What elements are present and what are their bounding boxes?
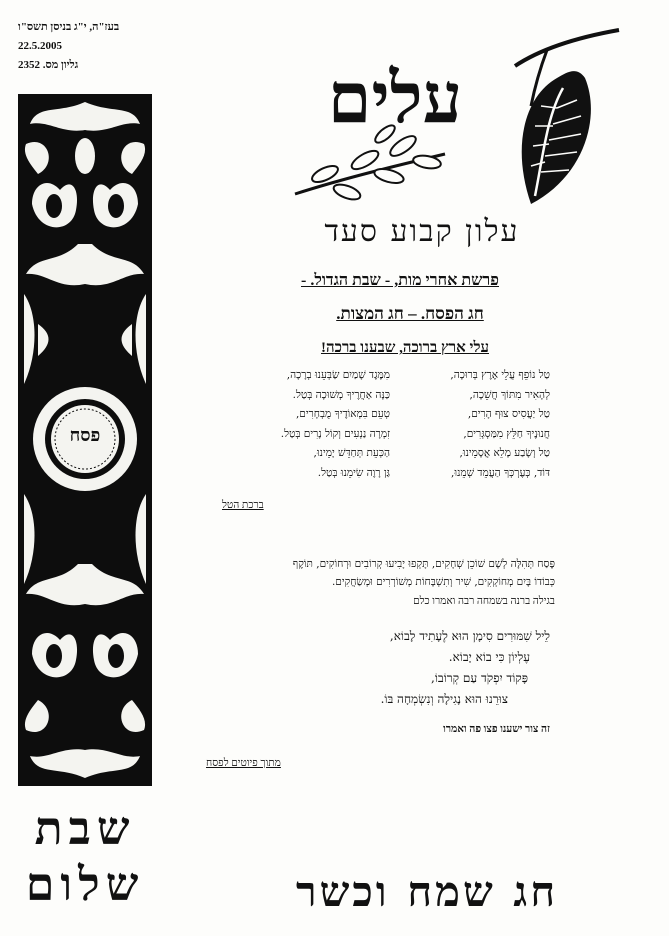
hebrew-date: בעז"ה, י"ג בניסן תשס"ו: [18, 21, 120, 33]
poem-left-column: [230, 366, 390, 483]
poem-line: חֲנוּנֶיךָ חַלֵּץ מִמַּסְגְּרִים,: [463, 427, 550, 440]
poem-line: מִמֶּגֶד שָׁמַיִם שַׂבְּעֵנוּ בְרָכָה,: [286, 369, 390, 381]
poem-line: טַל יַעֲסִיס צוּף הָרִים,: [467, 408, 550, 420]
verse-block: [250, 626, 550, 710]
ornament-band: [18, 94, 152, 786]
issue-info: [18, 18, 148, 75]
poem-line: טַל נוֹפֵף עֲלֵי אֶרֶץ בְּרוּכָה,: [450, 369, 550, 381]
verse-line: לֵיל שִׁמּוּרִים סִימָן הוּא לֶעָתִיד לָבוֹא,: [389, 629, 550, 643]
shabbat-shalom: [10, 800, 160, 912]
blessing-heading: עלי ארץ ברוכה, שבענו ברכה!: [320, 340, 489, 356]
masthead-subtitle: עלון קבוע סעד: [324, 214, 520, 249]
prose-line: פֶּסַח תְּהִלָּה לְשָׁם שׁוֹכֵן שְׁחָקִים, תָּקְפוּ יָבִיעוּ קְרוֹבִים וּרְחוֹקִים, תּוֹקֶף: [292, 558, 555, 570]
verse-line: עֶלְיוֹן כִּי בוֹא יָבוֹא.: [448, 650, 530, 664]
issue-number: גליון מס. 2352: [18, 59, 79, 71]
prose-line: כְּבוֹדוֹ בָּיִם מְחוֹקְקִים, שִׁיר וְתִשְׁבָּחוֹת מְשׁוֹרְרִים וּמְשַׂחֲקִים.: [331, 576, 555, 588]
masthead-title: עלים: [327, 56, 463, 139]
poem-line: טְעֵם בִּמְאוֹדֶיךָ מֻבְחָרִים,: [295, 408, 390, 420]
verse-line: פָּקוֹד יִפְקֹד עַם קְרוֹבוֹ,: [431, 671, 528, 685]
holiday-greeting: חג שמח וכשר: [295, 867, 559, 916]
shabbat-word: שבת: [34, 801, 136, 855]
poem-line: טַל וְשָׂבַע מָלֵא אֲסָמֵינוּ,: [459, 447, 550, 459]
poem-line: הַכְּעֵת תְּחַדֵּשׁ יָמֵינוּ,: [313, 447, 390, 459]
verse-note: זה צור ישענו פצו פה ואמרו: [443, 724, 550, 735]
poem-line: כַּנָּה אַחֲרֶיךָ מְשׁוּכָה בְּטַל.: [292, 388, 390, 401]
poem-line: לְהָאִיר מִתּוֹךְ חֲשֵׁכָה,: [469, 388, 550, 401]
civil-date: 22.5.2005: [18, 40, 62, 52]
poem-line: גַּן רָוֶה שִׂימֵנוּ בְּטַל.: [317, 466, 390, 479]
holiday-heading: חג הפסח. – חג המצות.: [336, 304, 484, 323]
medallion-label: פסח: [69, 425, 101, 446]
poem-source: ברכת הטל: [222, 500, 264, 511]
verse-line: צוּרֵנוּ הוּא נָגִילָה וְנִשְׂמְחָה בּוֹ.: [380, 692, 508, 706]
prose-note: בגילה ברנה בשמחה רבה ואמרו כלם: [413, 596, 555, 607]
parasha-heading: פרשת אחרי מות, - שבת הגדול. -: [301, 272, 499, 289]
poem-line: זִמְרָה נַנְעִים וְקוֹל נָרִים בְּטַל.: [280, 427, 390, 440]
prose-block: [205, 555, 555, 591]
verse-source: מתוך פיוטים לפסח: [206, 758, 281, 769]
poem-line: דּוֹד, כְּעֶרְכְּךָ הַעֲמֵד שְׁמֵנוּ,: [450, 466, 550, 479]
poem-right-column: [380, 366, 550, 483]
shalom-word: שלום: [25, 857, 145, 911]
